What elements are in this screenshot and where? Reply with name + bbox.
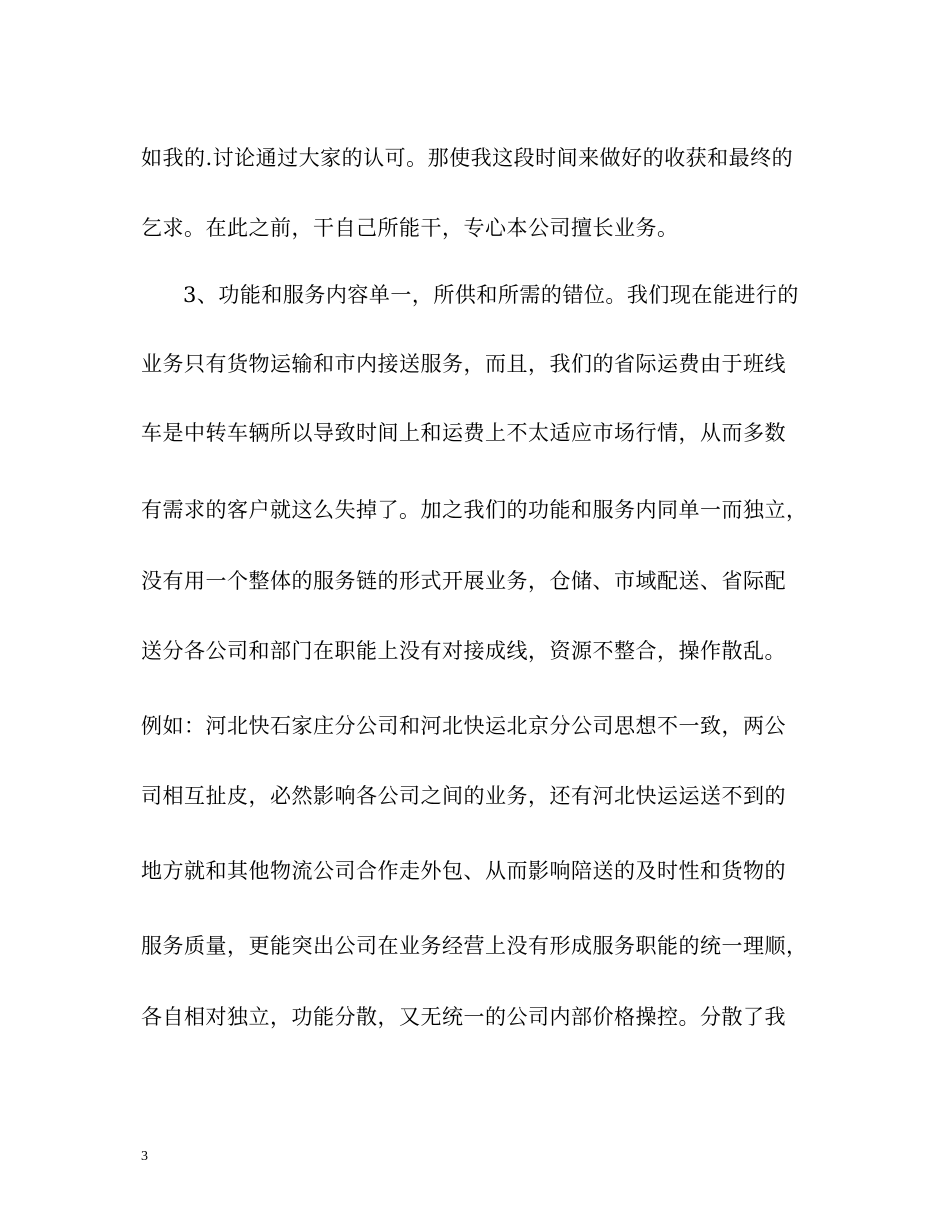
text-line-6: 有需求的客户就这么失掉了。加之我们的功能和服务内同单一而独立， [141,498,808,522]
text-line-9: 例如：河北快石家庄分公司和河北快运北京分公司思想不一致，两公 [141,714,786,738]
text-line-8: 送分各公司和部门在职能上没有对接成线，资源不整合，操作散乱。 [141,639,786,663]
text-line-12: 服务质量，更能突出公司在业务经营上没有形成服务职能的统一理顺， [141,934,808,958]
text-line-4: 业务只有货物运输和市内接送服务，而且，我们的省际运费由于班线 [141,352,786,376]
text-line-13: 各自相对独立，功能分散，又无统一的公司内部价格操控。分散了我 [141,1005,786,1029]
page-number: 3 [141,1149,148,1164]
text-line-11: 地方就和其他物流公司合作走外包、从而影响陪送的及时性和货物的 [141,859,786,883]
text-line-1: 如我的.讨论通过大家的认可。那使我这段时间来做好的收获和最终的 [141,146,794,170]
text-line-5: 车是中转车辆所以导致时间上和运费上不太适应市场行情，从而多数 [141,421,786,445]
text-line-2: 乞求。在此之前，干自己所能干，专心本公司擅长业务。 [141,216,679,240]
paragraph-3-first-line: 3、功能和服务内容单一，所供和所需的错位。我们现在能进行的 [183,283,799,307]
text-line-10: 司相互扯皮，必然影响各公司之间的业务，还有河北快运运送不到的 [141,784,786,808]
text-line-7: 没有用一个整体的服务链的形式开展业务，仓储、市域配送、省际配 [141,569,786,593]
